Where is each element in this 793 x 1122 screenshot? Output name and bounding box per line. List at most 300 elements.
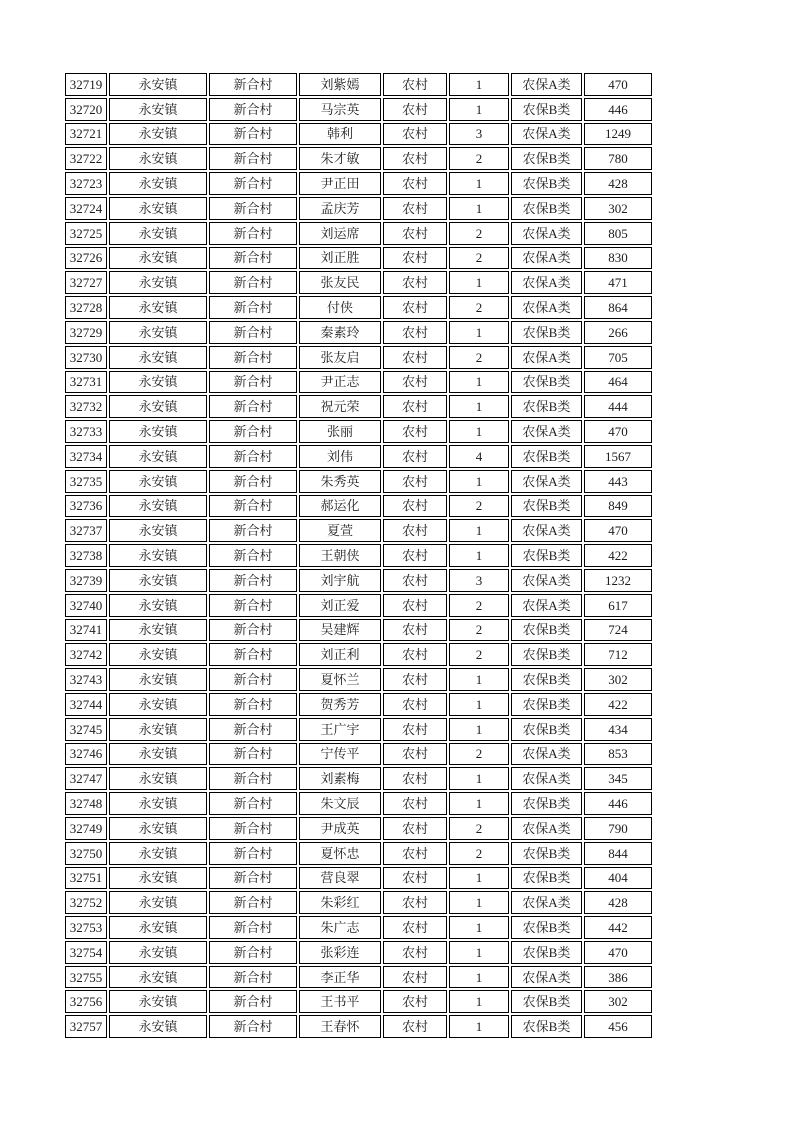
cell-count: 1 <box>449 891 509 914</box>
cell-count: 2 <box>449 643 509 666</box>
cell-town: 永安镇 <box>109 891 207 914</box>
cell-residence: 农村 <box>383 172 447 195</box>
cell-village: 新合村 <box>209 569 297 592</box>
cell-category: 农保A类 <box>511 296 582 319</box>
table-row <box>65 817 652 840</box>
table-row <box>65 1015 652 1038</box>
cell-id: 32740 <box>65 594 107 617</box>
cell-id: 32749 <box>65 817 107 840</box>
cell-count: 1 <box>449 371 509 394</box>
table-row <box>65 569 652 592</box>
cell-amount: 853 <box>584 743 652 766</box>
cell-town: 永安镇 <box>109 395 207 418</box>
cell-amount: 724 <box>584 619 652 642</box>
cell-village: 新合村 <box>209 495 297 518</box>
cell-residence: 农村 <box>383 519 447 542</box>
cell-category: 农保A类 <box>511 767 582 790</box>
cell-residence: 农村 <box>383 767 447 790</box>
table-row <box>65 966 652 989</box>
cell-name: 秦素玲 <box>299 321 381 344</box>
table-row <box>65 792 652 815</box>
cell-village: 新合村 <box>209 817 297 840</box>
cell-residence: 农村 <box>383 271 447 294</box>
cell-id: 32729 <box>65 321 107 344</box>
cell-amount: 844 <box>584 842 652 865</box>
cell-id: 32744 <box>65 693 107 716</box>
cell-amount: 456 <box>584 1015 652 1038</box>
cell-amount: 345 <box>584 767 652 790</box>
cell-count: 1 <box>449 420 509 443</box>
cell-count: 1 <box>449 767 509 790</box>
records-table <box>63 71 654 1040</box>
cell-town: 永安镇 <box>109 842 207 865</box>
cell-name: 朱彩红 <box>299 891 381 914</box>
cell-town: 永安镇 <box>109 693 207 716</box>
cell-category: 农保A类 <box>511 123 582 146</box>
cell-amount: 422 <box>584 693 652 716</box>
cell-amount: 1249 <box>584 123 652 146</box>
cell-count: 1 <box>449 197 509 220</box>
cell-residence: 农村 <box>383 619 447 642</box>
cell-residence: 农村 <box>383 1015 447 1038</box>
cell-village: 新合村 <box>209 867 297 890</box>
cell-id: 32755 <box>65 966 107 989</box>
cell-amount: 805 <box>584 222 652 245</box>
cell-id: 32752 <box>65 891 107 914</box>
table-row <box>65 371 652 394</box>
cell-residence: 农村 <box>383 668 447 691</box>
cell-village: 新合村 <box>209 123 297 146</box>
cell-town: 永安镇 <box>109 867 207 890</box>
cell-residence: 农村 <box>383 98 447 121</box>
cell-town: 永安镇 <box>109 222 207 245</box>
cell-name: 刘紫嫣 <box>299 73 381 96</box>
cell-name: 尹正志 <box>299 371 381 394</box>
cell-id: 32739 <box>65 569 107 592</box>
cell-village: 新合村 <box>209 668 297 691</box>
cell-id: 32725 <box>65 222 107 245</box>
cell-category: 农保B类 <box>511 718 582 741</box>
cell-village: 新合村 <box>209 395 297 418</box>
cell-id: 32720 <box>65 98 107 121</box>
cell-count: 2 <box>449 247 509 270</box>
cell-id: 32727 <box>65 271 107 294</box>
cell-village: 新合村 <box>209 346 297 369</box>
cell-count: 1 <box>449 941 509 964</box>
cell-count: 1 <box>449 321 509 344</box>
cell-id: 32754 <box>65 941 107 964</box>
cell-village: 新合村 <box>209 98 297 121</box>
cell-amount: 790 <box>584 817 652 840</box>
cell-name: 付侠 <box>299 296 381 319</box>
cell-village: 新合村 <box>209 420 297 443</box>
cell-id: 32726 <box>65 247 107 270</box>
cell-village: 新合村 <box>209 544 297 567</box>
cell-town: 永安镇 <box>109 569 207 592</box>
cell-category: 农保B类 <box>511 668 582 691</box>
cell-name: 孟庆芳 <box>299 197 381 220</box>
cell-amount: 617 <box>584 594 652 617</box>
cell-name: 祝元荣 <box>299 395 381 418</box>
cell-category: 农保A类 <box>511 817 582 840</box>
cell-village: 新合村 <box>209 619 297 642</box>
cell-amount: 712 <box>584 643 652 666</box>
cell-count: 2 <box>449 817 509 840</box>
cell-id: 32722 <box>65 147 107 170</box>
cell-town: 永安镇 <box>109 247 207 270</box>
cell-residence: 农村 <box>383 990 447 1013</box>
cell-id: 32742 <box>65 643 107 666</box>
cell-count: 1 <box>449 718 509 741</box>
cell-village: 新合村 <box>209 842 297 865</box>
cell-amount: 428 <box>584 172 652 195</box>
cell-count: 1 <box>449 73 509 96</box>
cell-village: 新合村 <box>209 470 297 493</box>
cell-town: 永安镇 <box>109 197 207 220</box>
cell-residence: 农村 <box>383 941 447 964</box>
cell-amount: 434 <box>584 718 652 741</box>
cell-town: 永安镇 <box>109 619 207 642</box>
cell-name: 吴建辉 <box>299 619 381 642</box>
cell-count: 2 <box>449 346 509 369</box>
table-row <box>65 222 652 245</box>
cell-name: 张友启 <box>299 346 381 369</box>
cell-count: 1 <box>449 470 509 493</box>
table-row <box>65 73 652 96</box>
cell-category: 农保A类 <box>511 569 582 592</box>
cell-residence: 农村 <box>383 296 447 319</box>
cell-id: 32751 <box>65 867 107 890</box>
cell-residence: 农村 <box>383 916 447 939</box>
cell-name: 尹正田 <box>299 172 381 195</box>
cell-count: 2 <box>449 594 509 617</box>
cell-amount: 471 <box>584 271 652 294</box>
cell-village: 新合村 <box>209 445 297 468</box>
cell-category: 农保B类 <box>511 916 582 939</box>
table-row <box>65 470 652 493</box>
cell-residence: 农村 <box>383 594 447 617</box>
table-row <box>65 420 652 443</box>
cell-town: 永安镇 <box>109 147 207 170</box>
cell-name: 刘正爱 <box>299 594 381 617</box>
cell-count: 1 <box>449 1015 509 1038</box>
cell-village: 新合村 <box>209 147 297 170</box>
table-row <box>65 990 652 1013</box>
cell-id: 32747 <box>65 767 107 790</box>
cell-village: 新合村 <box>209 990 297 1013</box>
cell-town: 永安镇 <box>109 643 207 666</box>
cell-town: 永安镇 <box>109 445 207 468</box>
cell-name: 马宗英 <box>299 98 381 121</box>
cell-residence: 农村 <box>383 346 447 369</box>
cell-category: 农保B类 <box>511 395 582 418</box>
cell-id: 32746 <box>65 743 107 766</box>
cell-residence: 农村 <box>383 817 447 840</box>
cell-village: 新合村 <box>209 767 297 790</box>
table-row <box>65 594 652 617</box>
cell-category: 农保B类 <box>511 693 582 716</box>
cell-town: 永安镇 <box>109 495 207 518</box>
cell-name: 刘正胜 <box>299 247 381 270</box>
cell-name: 王书平 <box>299 990 381 1013</box>
table-row <box>65 197 652 220</box>
cell-count: 1 <box>449 172 509 195</box>
table-row <box>65 643 652 666</box>
table-row <box>65 916 652 939</box>
cell-category: 农保A类 <box>511 271 582 294</box>
cell-count: 1 <box>449 916 509 939</box>
cell-amount: 446 <box>584 98 652 121</box>
cell-town: 永安镇 <box>109 817 207 840</box>
cell-village: 新合村 <box>209 321 297 344</box>
cell-name: 尹成英 <box>299 817 381 840</box>
cell-name: 夏怀兰 <box>299 668 381 691</box>
cell-residence: 农村 <box>383 743 447 766</box>
cell-village: 新合村 <box>209 916 297 939</box>
cell-residence: 农村 <box>383 569 447 592</box>
cell-name: 张丽 <box>299 420 381 443</box>
cell-amount: 443 <box>584 470 652 493</box>
cell-category: 农保B类 <box>511 941 582 964</box>
cell-residence: 农村 <box>383 891 447 914</box>
cell-count: 1 <box>449 990 509 1013</box>
cell-name: 刘伟 <box>299 445 381 468</box>
cell-town: 永安镇 <box>109 594 207 617</box>
cell-village: 新合村 <box>209 271 297 294</box>
cell-amount: 1232 <box>584 569 652 592</box>
cell-residence: 农村 <box>383 643 447 666</box>
cell-count: 1 <box>449 271 509 294</box>
cell-category: 农保B类 <box>511 842 582 865</box>
table-row <box>65 842 652 865</box>
cell-town: 永安镇 <box>109 718 207 741</box>
cell-category: 农保B类 <box>511 544 582 567</box>
cell-town: 永安镇 <box>109 916 207 939</box>
cell-count: 1 <box>449 966 509 989</box>
cell-name: 张彩连 <box>299 941 381 964</box>
cell-village: 新合村 <box>209 743 297 766</box>
cell-category: 农保A类 <box>511 470 582 493</box>
cell-town: 永安镇 <box>109 371 207 394</box>
table-row <box>65 98 652 121</box>
cell-id: 32733 <box>65 420 107 443</box>
table-row <box>65 395 652 418</box>
table-row <box>65 495 652 518</box>
cell-town: 永安镇 <box>109 296 207 319</box>
cell-amount: 864 <box>584 296 652 319</box>
cell-name: 张友民 <box>299 271 381 294</box>
cell-count: 1 <box>449 98 509 121</box>
table-row <box>65 941 652 964</box>
cell-name: 王朝侠 <box>299 544 381 567</box>
cell-residence: 农村 <box>383 371 447 394</box>
cell-amount: 444 <box>584 395 652 418</box>
cell-name: 郝运化 <box>299 495 381 518</box>
cell-count: 1 <box>449 668 509 691</box>
cell-town: 永安镇 <box>109 1015 207 1038</box>
cell-id: 32741 <box>65 619 107 642</box>
cell-amount: 404 <box>584 867 652 890</box>
cell-id: 32737 <box>65 519 107 542</box>
table-row <box>65 891 652 914</box>
cell-category: 农保A类 <box>511 247 582 270</box>
table-row <box>65 123 652 146</box>
cell-amount: 470 <box>584 420 652 443</box>
table-row <box>65 271 652 294</box>
cell-residence: 农村 <box>383 966 447 989</box>
cell-id: 32719 <box>65 73 107 96</box>
cell-town: 永安镇 <box>109 792 207 815</box>
cell-id: 32738 <box>65 544 107 567</box>
cell-name: 贺秀芳 <box>299 693 381 716</box>
cell-count: 4 <box>449 445 509 468</box>
cell-amount: 302 <box>584 990 652 1013</box>
cell-town: 永安镇 <box>109 123 207 146</box>
cell-category: 农保A类 <box>511 346 582 369</box>
cell-village: 新合村 <box>209 197 297 220</box>
table-row <box>65 544 652 567</box>
table-row <box>65 172 652 195</box>
cell-village: 新合村 <box>209 693 297 716</box>
cell-amount: 302 <box>584 197 652 220</box>
cell-category: 农保A类 <box>511 743 582 766</box>
cell-residence: 农村 <box>383 123 447 146</box>
cell-residence: 农村 <box>383 693 447 716</box>
cell-village: 新合村 <box>209 792 297 815</box>
cell-name: 宁传平 <box>299 743 381 766</box>
cell-name: 朱文辰 <box>299 792 381 815</box>
table-row <box>65 321 652 344</box>
cell-id: 32748 <box>65 792 107 815</box>
cell-category: 农保B类 <box>511 172 582 195</box>
cell-name: 夏怀忠 <box>299 842 381 865</box>
cell-category: 农保A类 <box>511 891 582 914</box>
cell-category: 农保B类 <box>511 619 582 642</box>
cell-category: 农保B类 <box>511 147 582 170</box>
cell-id: 32730 <box>65 346 107 369</box>
cell-residence: 农村 <box>383 718 447 741</box>
cell-town: 永安镇 <box>109 271 207 294</box>
cell-category: 农保A类 <box>511 420 582 443</box>
cell-town: 永安镇 <box>109 743 207 766</box>
cell-village: 新合村 <box>209 519 297 542</box>
cell-residence: 农村 <box>383 395 447 418</box>
cell-village: 新合村 <box>209 594 297 617</box>
cell-category: 农保B类 <box>511 643 582 666</box>
cell-amount: 470 <box>584 73 652 96</box>
cell-residence: 农村 <box>383 73 447 96</box>
table-row <box>65 619 652 642</box>
table-row <box>65 247 652 270</box>
table-row <box>65 147 652 170</box>
cell-village: 新合村 <box>209 1015 297 1038</box>
cell-category: 农保B类 <box>511 321 582 344</box>
table-row <box>65 718 652 741</box>
cell-id: 32732 <box>65 395 107 418</box>
cell-amount: 780 <box>584 147 652 170</box>
cell-town: 永安镇 <box>109 346 207 369</box>
cell-name: 李正华 <box>299 966 381 989</box>
cell-name: 朱才敏 <box>299 147 381 170</box>
cell-amount: 470 <box>584 941 652 964</box>
cell-amount: 446 <box>584 792 652 815</box>
cell-category: 农保A类 <box>511 594 582 617</box>
cell-village: 新合村 <box>209 941 297 964</box>
cell-count: 2 <box>449 842 509 865</box>
cell-id: 32757 <box>65 1015 107 1038</box>
cell-count: 2 <box>449 743 509 766</box>
cell-category: 农保B类 <box>511 197 582 220</box>
cell-count: 2 <box>449 495 509 518</box>
cell-count: 2 <box>449 296 509 319</box>
cell-amount: 849 <box>584 495 652 518</box>
cell-name: 夏萱 <box>299 519 381 542</box>
cell-town: 永安镇 <box>109 966 207 989</box>
cell-village: 新合村 <box>209 172 297 195</box>
cell-category: 农保A类 <box>511 73 582 96</box>
cell-name: 刘运席 <box>299 222 381 245</box>
cell-name: 刘宇航 <box>299 569 381 592</box>
cell-amount: 302 <box>584 668 652 691</box>
cell-category: 农保A类 <box>511 519 582 542</box>
cell-id: 32731 <box>65 371 107 394</box>
cell-category: 农保B类 <box>511 792 582 815</box>
cell-name: 刘素梅 <box>299 767 381 790</box>
cell-name: 王广宇 <box>299 718 381 741</box>
cell-count: 3 <box>449 569 509 592</box>
cell-id: 32745 <box>65 718 107 741</box>
cell-town: 永安镇 <box>109 98 207 121</box>
cell-town: 永安镇 <box>109 172 207 195</box>
cell-residence: 农村 <box>383 792 447 815</box>
cell-category: 农保B类 <box>511 867 582 890</box>
cell-amount: 266 <box>584 321 652 344</box>
cell-village: 新合村 <box>209 371 297 394</box>
cell-name: 朱秀英 <box>299 470 381 493</box>
cell-id: 32723 <box>65 172 107 195</box>
cell-town: 永安镇 <box>109 668 207 691</box>
cell-id: 32736 <box>65 495 107 518</box>
cell-category: 农保B类 <box>511 990 582 1013</box>
cell-name: 韩利 <box>299 123 381 146</box>
cell-town: 永安镇 <box>109 73 207 96</box>
cell-count: 1 <box>449 867 509 890</box>
cell-town: 永安镇 <box>109 321 207 344</box>
cell-amount: 464 <box>584 371 652 394</box>
table-row <box>65 743 652 766</box>
cell-name: 刘正利 <box>299 643 381 666</box>
table-row <box>65 519 652 542</box>
table-body <box>65 73 652 1038</box>
cell-category: 农保B类 <box>511 1015 582 1038</box>
cell-category: 农保A类 <box>511 966 582 989</box>
cell-amount: 428 <box>584 891 652 914</box>
cell-amount: 470 <box>584 519 652 542</box>
table-row <box>65 693 652 716</box>
cell-residence: 农村 <box>383 842 447 865</box>
cell-category: 农保B类 <box>511 371 582 394</box>
cell-id: 32753 <box>65 916 107 939</box>
cell-count: 1 <box>449 792 509 815</box>
cell-id: 32734 <box>65 445 107 468</box>
cell-village: 新合村 <box>209 73 297 96</box>
cell-amount: 386 <box>584 966 652 989</box>
table-row <box>65 445 652 468</box>
cell-name: 营良翠 <box>299 867 381 890</box>
table-row <box>65 767 652 790</box>
cell-amount: 705 <box>584 346 652 369</box>
cell-residence: 农村 <box>383 321 447 344</box>
